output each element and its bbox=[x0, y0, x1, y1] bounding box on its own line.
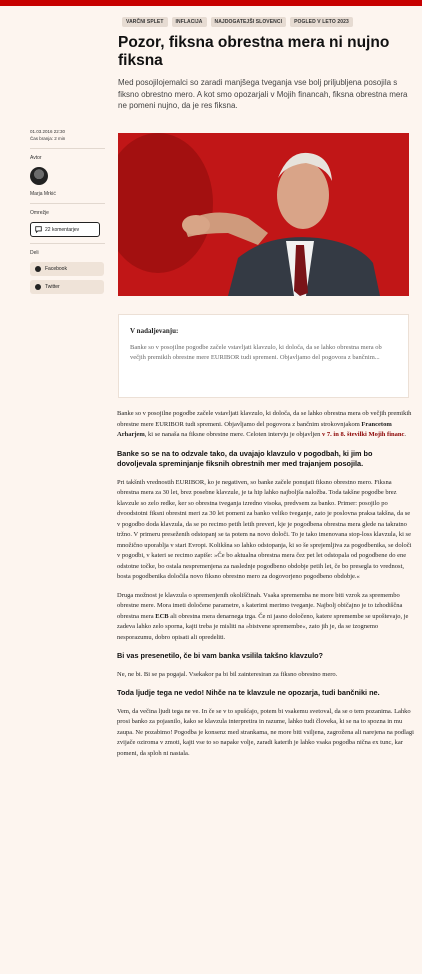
article-lead: Med posojilojemalci so zaradi manjšega tveganja vse bolj priljubljena posojila s fiksno obrestno mero. A kot smo opozarjali v Mojih financah, fiksna obrestna mera ne pomeni nujno, da je res fiksna. bbox=[118, 78, 408, 110]
author-label: Avtor bbox=[30, 155, 42, 161]
body-text: , ki se nanaša na fiksne obrestne mere. Celoten intervju je objavljen bbox=[144, 431, 323, 438]
facebook-icon bbox=[35, 266, 41, 272]
article-body bbox=[117, 409, 414, 767]
body-text: ali obrestna mera denarnega trga. Če ni jasno določeno, katere spremembe se upoštevajo, je zadeva lahko zelo sporna, kajti treba je misliti na »bistvene spremembe«, zato jih je, da se izognemo nesporazumu, dobro opisati ali opredeliti. bbox=[117, 612, 409, 641]
discussion-label: Omrežje bbox=[30, 210, 49, 216]
body-paragraph-3 bbox=[117, 591, 414, 644]
tag-inflacija[interactable]: INFLACIJA bbox=[172, 17, 207, 27]
tag-varcni-splet[interactable]: VARČNI SPLET bbox=[122, 17, 168, 27]
share-label: Deli bbox=[30, 250, 39, 256]
comment-icon bbox=[35, 226, 42, 233]
comments-button[interactable] bbox=[30, 222, 100, 237]
summary-title: V nadaljevanju: bbox=[130, 327, 179, 335]
summary-text: Banke so v posojilne pogodbe začele vstavljati klavzulo, ki določa, da se lahko obrestna mera ob večjih premikih obrestne mere EURIBOR tudi spremeni. Objavljamo del pogovora z bančnim... bbox=[130, 344, 382, 361]
share-twitter-button[interactable] bbox=[30, 280, 104, 294]
article-title: Pozor, fiksna obrestna mera ni nujno fiksna bbox=[118, 34, 390, 69]
ecb-term: ECB bbox=[155, 612, 169, 620]
tag-najbogatejsi-slovenci[interactable]: NAJDOGATEJŠI SLOVENCI bbox=[211, 17, 287, 27]
author-avatar[interactable] bbox=[30, 167, 48, 185]
body-heading-2: Bi vas presenetilo, če bi vam banka vsilila takšno klavzulo? bbox=[117, 651, 324, 660]
article-meta-sidebar bbox=[30, 128, 105, 294]
magazine-link[interactable]: v 7. in 8. številki Mojih financ bbox=[322, 431, 405, 438]
tag-list bbox=[122, 17, 353, 27]
body-paragraph-4: Ne, ne bi. Bi se pa pogajal. Vsekakor pa bi bil zainteresiran za fiksno obrestno mero. bbox=[117, 670, 338, 678]
twitter-label: Twitter bbox=[45, 284, 60, 290]
body-paragraph-5: Vem, da večina ljudi tega ne ve. In če se v to spušćajo, potem bi vsakemu svetoval, da se o tem pozanima. Lahko prosi banko za pojasnilo, kako se klavzula interpretira in razume, lahko tudi človeka, ki se na to spozna in mu zaupa. Ne pozabimo! Pogodba je konsenz med strankama, ne more biti vsiljena, zagrožena ali narejena na podlagi zvijače oziroma v zmoti, kajti vse to so napake volje, zaradi katerih je lahko vsaka pogodba nična ex tunc, kar pomeni, da sploh ni nastala. bbox=[117, 707, 414, 757]
interviewee-name: Francetom Arharjem bbox=[117, 420, 392, 438]
body-paragraph-2: Pri takšnih vrednostih EURIBOR, ko je negativen, so banke začele ponujati fiksno obrestno mero. Fiksna obrestna mera za 30 let, brez posebne klavzule, je ta hip lahko najboljša naložba. Toda takšne pogodbe brez klavzule so zelo redke, ker so obrestna tveganja izredno visoka, predvsem za banko. Primer: posojilo po dvoodstotni fiksni obrestni meri za 30 let pomeni za banko veliko tveganje, zato je poslovna praksa takšna, da se v pogodbo doda klavzula, da se po recimo petih letih preveri, kje je pogodbena obrestna mera glede na takratno tržno. V primeru preseženih odstopanj se ta potem na novo določi. To je tako imenovana stop-loss klavzula, ki se množično uporablja v stari Evropi. Kolikšna so lahko odstopanja, ki so še sprejemljiva za pogodbenika, se določi v pogodbi, v kateri se recimo zapiše: »Če bo aktualna obrestna mera čez pet let odstopala od pogodbene do ene odstotne točke, bo ostala nespremenjena za naslednje pogodbeno obdobje petih let, če bo presegla to vrednost, bosta pogodbenika določila novo fiksno obrestno mero za dogovorjeno pogodbeno obdobje.« bbox=[117, 478, 412, 580]
divider bbox=[30, 148, 105, 149]
body-text: Druga možnost je klavzula o spremenjenih okoliščinah. Vsaka sprememba ne more biti vzrok za spremembo obrestne mere. Mora imeti določene parametre, s katerimi merimo tveganje. Najbolj običajno je to izhodiščna obrestna mera bbox=[117, 591, 403, 620]
body-text: . bbox=[404, 431, 407, 438]
article-photo bbox=[118, 133, 409, 296]
author-name[interactable]: Marja Mrkić bbox=[30, 191, 56, 197]
divider bbox=[30, 203, 105, 204]
facebook-label: Facebook bbox=[45, 266, 67, 272]
read-time: Čas branja: 2 min bbox=[30, 136, 66, 141]
summary-box bbox=[118, 314, 409, 398]
tag-pogled-v-leto-2023[interactable]: POGLED V LETO 2023 bbox=[290, 17, 353, 27]
photo-illustration bbox=[118, 133, 409, 296]
body-paragraph-1 bbox=[117, 409, 414, 441]
top-accent-bar bbox=[0, 0, 422, 6]
body-heading-1: Banke so se na to odzvale tako, da uvajajo klavzulo v pogodbah, ki jim bo dovoljevala spreminjanje fiksnih obrestnih mer med trajanjem posojila. bbox=[117, 448, 373, 468]
divider bbox=[30, 243, 105, 244]
comments-count: 22 komentarjev bbox=[45, 226, 80, 233]
body-text: Banke so v posojilne pogodbe začele vstavljati klavzulo, ki določa, da se lahko obrestna mera ob večjih premikih obrestne mere EURIBOR tudi spremeni. Objavljamo del pogovora z bančnim strokovnjakom bbox=[117, 410, 412, 428]
twitter-icon bbox=[35, 284, 41, 290]
body-heading-3: Toda ljudje tega ne vedo! Nihče na te klavzule ne opozarja, tudi bančniki ne. bbox=[117, 688, 380, 697]
publish-date: 01.03.2016 22:30 bbox=[30, 129, 66, 134]
share-facebook-button[interactable] bbox=[30, 262, 104, 276]
